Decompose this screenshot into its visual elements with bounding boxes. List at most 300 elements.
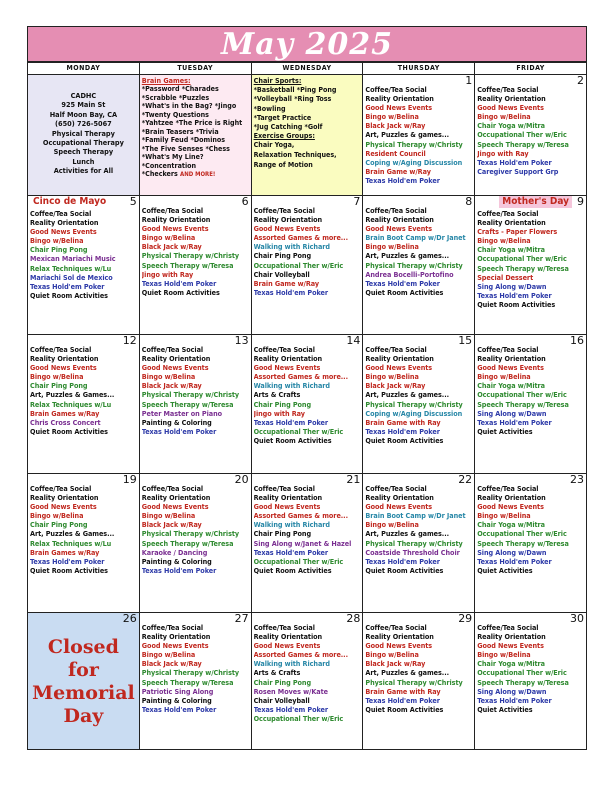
center-info-line: Speech Therapy (53, 147, 114, 157)
exercise-groups-heading: Exercise Groups: (253, 131, 315, 141)
day-number: 5 (129, 195, 137, 208)
weekday-header: MONDAY (28, 63, 140, 75)
calendar-day-cell (475, 75, 587, 196)
activity-item: Good News Events (253, 363, 321, 373)
calendar-day-cell (28, 196, 140, 335)
activity-item: Jingo with Ray (141, 269, 194, 279)
activity-item: Art, Puzzles & games... (365, 251, 450, 261)
holiday-label: Mother's Day (499, 196, 572, 208)
calendar-week-row (28, 474, 587, 613)
activity-item: Coastside Threshold Choir (365, 547, 460, 557)
activity-item: Quiet Room Activities (477, 299, 556, 309)
activity-item: Black Jack w/Ray (141, 659, 202, 669)
day-cell-content (363, 335, 474, 473)
day-number: 19 (122, 473, 137, 486)
activity-item: Painting & Coloring (141, 695, 212, 705)
activity-item: Mexican Mariachi Music (30, 254, 116, 264)
day-number: 8 (465, 195, 473, 208)
activity-item: Coffee/Tea Social (141, 484, 204, 493)
calendar-week-row (28, 613, 587, 750)
activity-item: Assorted Games & more... (253, 650, 349, 660)
activity-item: Black Jack w/Ray (141, 381, 202, 391)
activity-item: Quiet Room Activities (365, 565, 444, 575)
activity-item: Andrea Bocelli-Portofino (365, 269, 454, 279)
day-number: 30 (570, 612, 584, 625)
activity-item: Bingo w/Belina (365, 112, 419, 122)
activity-item: Reality Orientation (365, 215, 434, 225)
day-cell-content (28, 75, 139, 195)
activity-item: Texas Hold'em Poker (253, 417, 329, 427)
activity-item: Sing Along w/Dawn (477, 686, 547, 696)
activity-item: Reality Orientation (253, 493, 323, 503)
activity-item: Quiet Room Activities (30, 426, 108, 436)
activity-list (30, 209, 137, 300)
activity-item: Peter Master on Piano (141, 408, 223, 418)
activity-item: Chair Yoga w/Mitra (477, 245, 545, 255)
calendar-day-cell (28, 75, 140, 196)
activity-item: Reality Orientation (365, 493, 434, 503)
activity-item: Speech Therapy w/Teresa (477, 538, 569, 548)
activity-item: Coffee/Tea Social (141, 623, 204, 632)
brain-games-heading: Brain Games: (141, 76, 191, 85)
activity-item: Reality Orientation (365, 354, 434, 364)
activity-item: Good News Events (253, 502, 321, 512)
activity-list (477, 85, 584, 176)
activity-item: Reality Orientation (477, 218, 546, 228)
activity-item: Reality Orientation (30, 354, 99, 364)
activity-item: Reality Orientation (141, 632, 211, 642)
calendar-body (28, 75, 587, 750)
activity-item: Black Jack w/Ray (141, 242, 202, 252)
calendar-day-cell (475, 474, 587, 613)
day-cell-content (28, 196, 139, 334)
activity-item: Good News Events (365, 103, 433, 113)
activity-item: Texas Hold'em Poker (253, 287, 329, 297)
activity-item: Texas Hold'em Poker (477, 157, 552, 167)
activity-item: Chair Ping Pong (253, 251, 312, 261)
day-cell-content (475, 613, 586, 749)
calendar-day-cell (139, 196, 251, 335)
activity-item: Coffee/Tea Social (253, 206, 315, 215)
day-cell-content (252, 613, 363, 749)
activity-item: Bingo w/Belina (365, 372, 419, 382)
day-cell-content (475, 196, 586, 334)
activity-item: Texas Hold'em Poker (141, 426, 217, 436)
exercise-groups-line: Chair Yoga, (253, 140, 295, 150)
calendar-day-cell (251, 335, 363, 474)
activity-item: Good News Events (477, 641, 544, 651)
activity-list (254, 206, 361, 297)
activity-item: Chair Yoga w/Mitra (477, 659, 545, 669)
day-cell-content (363, 613, 474, 749)
activity-item: Texas Hold'em Poker (30, 281, 105, 291)
activity-item: Physical Therapy w/Christy (141, 529, 240, 539)
calendar-day-cell (363, 474, 475, 613)
activity-item: Texas Hold'em Poker (141, 565, 217, 575)
day-number: 20 (234, 473, 249, 486)
activity-item: Coping w/Aging Discussion (365, 408, 463, 418)
activity-list (365, 345, 472, 445)
day-number: 29 (458, 612, 473, 625)
activity-item: Coffee/Tea Social (365, 484, 427, 493)
activity-item: Good News Events (253, 224, 321, 234)
activity-item: Speech Therapy w/Teresa (141, 399, 234, 409)
activity-item: Quiet Room Activities (365, 435, 444, 445)
activity-item: Reality Orientation (141, 493, 211, 503)
activity-list (365, 85, 472, 185)
activity-item: Good News Events (477, 363, 544, 373)
day-cell-content (252, 335, 363, 473)
day-cell-content (28, 474, 139, 612)
day-number: 14 (346, 334, 361, 347)
activity-item: Crafts - Paper Flowers (477, 227, 558, 237)
activity-item: Coping w/Aging Discussion (365, 157, 463, 167)
activity-item: Bingo w/Belina (30, 236, 84, 246)
center-info-line: (650) 726-5067 (55, 119, 112, 129)
center-info-line: CADHC (70, 91, 97, 100)
day-cell-content (363, 474, 474, 612)
activity-item: Coffee/Tea Social (477, 484, 539, 493)
day-cell-content (28, 613, 139, 749)
activity-item: Brain Games w/Ray (30, 408, 100, 418)
activity-item: Reality Orientation (477, 493, 546, 503)
activity-item: Speech Therapy w/Teresa (141, 538, 234, 548)
activity-list (477, 345, 584, 436)
calendar-day-cell (475, 613, 587, 750)
day-number: 16 (570, 334, 584, 347)
activity-list (477, 623, 584, 714)
activity-item: Speech Therapy w/Teresa (141, 677, 234, 687)
activity-item: Arts & Crafts (253, 390, 301, 400)
activity-item: Good News Events (141, 224, 209, 234)
activity-item: Brain Game with Ray (365, 686, 441, 696)
activity-item: Chair Ping Pong (253, 529, 312, 539)
activity-list (30, 484, 137, 575)
activity-item: Bingo w/Belina (477, 112, 531, 122)
day-cell-content (28, 335, 139, 473)
day-number: 28 (346, 612, 361, 625)
activity-item: Physical Therapy w/Christy (365, 538, 463, 548)
activity-item: Speech Therapy w/Teresa (477, 399, 569, 409)
activity-item: Coffee/Tea Social (365, 623, 427, 632)
brain-games-line: *Yahtzee *The Price is Right (141, 118, 243, 127)
activity-item: Texas Hold'em Poker (477, 556, 552, 566)
activity-item: Good News Events (141, 502, 209, 512)
activity-item: Brain Game w/Ray (253, 278, 320, 288)
activity-item: Quiet Room Activities (253, 565, 332, 575)
activity-item: Good News Events (477, 103, 544, 113)
activity-item: Texas Hold'em Poker (477, 417, 552, 427)
day-number: 7 (353, 195, 361, 208)
chair-sports-line: *Basketball *Ping Pong (253, 85, 337, 94)
activity-item: Sing Along w/Dawn (477, 547, 547, 557)
activity-item: Texas Hold'em Poker (253, 704, 329, 714)
month-banner (27, 26, 587, 62)
center-info-line: Half Moon Bay, CA (49, 109, 118, 119)
activity-item: Quiet Room Activities (253, 435, 332, 445)
day-number: 2 (577, 74, 584, 87)
activity-item: Brain Boot Camp w/Dr Janet (365, 233, 466, 243)
calendar-day-cell (363, 196, 475, 335)
center-info-line: Activities for All (53, 166, 114, 176)
activity-item: Quiet Room Activities (365, 287, 444, 297)
day-number: 15 (458, 334, 473, 347)
weekday-header: WEDNESDAY (251, 63, 363, 75)
activity-item: Texas Hold'em Poker (477, 290, 552, 300)
activity-item: Texas Hold'em Poker (141, 704, 217, 714)
day-cell-content (252, 75, 363, 195)
activity-item: Occupational Ther w/Eric (253, 426, 344, 436)
activity-item: Bingo w/Belina (477, 650, 531, 660)
activity-item: Bingo w/Belina (141, 372, 196, 382)
center-info-line: Occupational Therapy (42, 138, 124, 148)
activity-item: Speech Therapy w/Teresa (477, 139, 569, 149)
activity-list (365, 484, 472, 575)
activity-item: Reality Orientation (365, 94, 434, 104)
activity-list (477, 484, 584, 575)
activity-item: Patriotic Sing Along (141, 686, 214, 696)
activity-item: Bingo w/Belina (365, 520, 419, 530)
closed-notice-line: Day (63, 705, 104, 727)
closed-notice-line: Memorial (32, 682, 135, 704)
activity-item: Art, Puzzles & games... (365, 390, 450, 400)
activity-item: Walking with Richard (253, 659, 330, 669)
activity-item: Resident Council (365, 148, 426, 158)
activity-item: Texas Hold'em Poker (365, 426, 440, 436)
activity-item: Good News Events (365, 224, 433, 234)
calendar-day-cell (28, 474, 140, 613)
calendar-grid (27, 62, 587, 750)
activity-item: Quiet Activities (477, 426, 533, 436)
activity-item: Bingo w/Belina (477, 236, 531, 246)
and-more-note: AND MORE! (180, 171, 216, 178)
day-number: 13 (234, 334, 249, 347)
brain-games-line: *The Five Senses *Chess (141, 143, 230, 153)
activity-item: Brain Boot Camp w/Dr Janet (365, 511, 466, 521)
activity-item: Reality Orientation (141, 354, 211, 364)
brain-games-item: *Checkers (141, 169, 181, 178)
activity-item: Walking with Richard (253, 381, 330, 391)
activity-item: Brain Games w/Ray (30, 547, 100, 557)
activity-list (142, 623, 249, 714)
activity-item: Coffee/Tea Social (253, 345, 315, 354)
calendar-day-cell (139, 335, 251, 474)
activity-item: Bingo w/Belina (141, 233, 196, 243)
center-info-line: 925 Main St (61, 100, 106, 110)
activity-item: Special Dessert (477, 272, 534, 282)
calendar-day-cell (251, 196, 363, 335)
calendar-day-cell (139, 75, 251, 196)
activity-item: Assorted Games & more... (253, 372, 349, 382)
activity-item: Physical Therapy w/Christy (141, 251, 240, 261)
activity-item: Good News Events (141, 641, 209, 651)
activity-item: Coffee/Tea Social (365, 345, 427, 354)
activity-item: Reality Orientation (30, 218, 99, 228)
activity-item: Painting & Coloring (141, 556, 212, 566)
activity-item: Arts & Crafts (253, 668, 301, 678)
activity-item: Physical Therapy w/Christy (365, 677, 463, 687)
activity-item: Art, Puzzles & games... (365, 668, 450, 678)
activity-item: Coffee/Tea Social (30, 345, 92, 354)
holiday-label: Cinco de Mayo (33, 196, 107, 207)
activity-list (142, 206, 249, 297)
weekday-header: THURSDAY (363, 63, 475, 75)
day-cell-content (140, 196, 251, 334)
activity-item: Physical Therapy w/Christy (365, 399, 463, 409)
activity-item: Bingo w/Belina (30, 511, 84, 521)
activity-list (254, 623, 361, 723)
activity-item: Chair Yoga w/Mitra (477, 121, 545, 131)
activity-item: Occupational Ther w/Eric (477, 254, 567, 264)
activity-item: Good News Events (365, 641, 433, 651)
day-cell-content (475, 335, 586, 473)
closed-notice-line: for (67, 659, 99, 681)
activity-item: Quiet Room Activities (141, 287, 220, 297)
activity-item: Chair Volleyball (253, 695, 310, 705)
calendar-day-cell (363, 75, 475, 196)
activity-item: Physical Therapy w/Christy (365, 139, 463, 149)
activity-item: Reality Orientation (477, 94, 546, 104)
exercise-groups-line: Relaxation Techniques, (253, 150, 337, 160)
activity-item: Bingo w/Belina (365, 242, 419, 252)
day-cell-content (252, 474, 363, 612)
chair-sports-line: *Target Practice (253, 112, 312, 122)
activity-list (365, 623, 472, 714)
activity-item: Art, Puzzles & Games... (30, 529, 115, 539)
activity-item: Chair Ping Pong (253, 399, 312, 409)
activity-item: Texas Hold'em Poker (365, 556, 440, 566)
activity-item: Occupational Ther w/Eric (253, 260, 344, 270)
activity-item: Reality Orientation (253, 354, 323, 364)
day-cell-content (363, 75, 474, 195)
activity-item: Sing Along w/Dawn (477, 408, 547, 418)
activity-item: Texas Hold'em Poker (365, 695, 440, 705)
activity-item: Coffee/Tea Social (30, 209, 92, 218)
activity-list (142, 484, 249, 575)
activity-item: Relax Techniques w/Lu (30, 538, 112, 548)
calendar-day-cell (28, 335, 140, 474)
brain-games-line: *Family Feud *Dominos (141, 135, 226, 144)
activity-item: Good News Events (30, 363, 97, 373)
activity-item: Chris Cross Concert (30, 417, 101, 427)
activity-item: Bingo w/Belina (141, 511, 196, 521)
activity-item: Caregiver Support Grp (477, 166, 559, 176)
activity-item: Coffee/Tea Social (30, 484, 92, 493)
activity-item: Quiet Activities (477, 704, 533, 714)
activity-item: Coffee/Tea Social (141, 206, 204, 215)
activity-list (142, 345, 249, 436)
activity-item: Chair Yoga w/Mitra (477, 520, 545, 530)
activity-item: Jingo with Ray (253, 408, 305, 418)
calendar-day-cell (139, 474, 251, 613)
day-number: 26 (122, 612, 137, 625)
activity-item: Occupational Ther w/Eric (477, 130, 567, 140)
activity-item: Good News Events (30, 227, 97, 237)
calendar-week-row (28, 196, 587, 335)
activity-item: Good News Events (141, 363, 209, 373)
calendar-day-cell (475, 196, 587, 335)
month-title: May 2025 (220, 27, 394, 62)
day-number: 12 (122, 334, 137, 347)
closed-notice (30, 614, 137, 728)
activity-item: Black Jack w/Ray (365, 381, 426, 391)
chair-sports-line: *Bowling (253, 103, 286, 113)
chair-sports-line: *Jug Catching *Golf (253, 122, 323, 132)
day-number: 9 (577, 195, 584, 208)
weekday-header: TUESDAY (139, 63, 251, 75)
activity-item: Sing Along w/Janet & Hazel (253, 538, 352, 548)
activity-item: Assorted Games & more... (253, 511, 349, 521)
activity-item: Occupational Ther w/Eric (253, 713, 344, 723)
activity-item: Texas Hold'em Poker (477, 695, 552, 705)
activity-item: Coffee/Tea Social (365, 206, 427, 215)
activity-item: Bingo w/Belina (365, 650, 419, 660)
activity-item: Speech Therapy w/Teresa (141, 260, 234, 270)
activity-list (30, 345, 137, 436)
activity-item: Assorted Games & more... (253, 233, 349, 243)
activity-item: Jingo with Ray (477, 148, 529, 158)
activity-item: Quiet Room Activities (365, 704, 444, 714)
activity-item: Black Jack w/Ray (141, 520, 202, 530)
day-cell-content (363, 196, 474, 334)
day-cell-content (140, 335, 251, 473)
activity-item: Black Jack w/Ray (365, 121, 426, 131)
center-info-line: Lunch (72, 156, 95, 166)
brain-games-line: *Password *Charades (141, 84, 219, 93)
day-number: 21 (346, 473, 361, 486)
day-cell-content (140, 75, 251, 195)
activity-list (254, 345, 361, 445)
activity-item: Chair Volleyball (253, 269, 310, 279)
activity-item: Brain Game w/Ray (365, 166, 431, 176)
activity-item: Chair Ping Pong (30, 245, 88, 255)
activity-item: Art, Puzzles & games... (365, 529, 450, 539)
activity-item: Physical Therapy w/Christy (365, 260, 463, 270)
weekday-header: FRIDAY (475, 63, 587, 75)
activity-item: Occupational Ther w/Eric (477, 668, 567, 678)
calendar-day-cell (251, 474, 363, 613)
activity-item: Walking with Richard (253, 520, 330, 530)
activity-item: Quiet Room Activities (30, 565, 108, 575)
activity-item: Reality Orientation (253, 632, 323, 642)
activity-item: Reality Orientation (477, 354, 546, 364)
activity-item: Painting & Coloring (141, 417, 212, 427)
brain-games-line: *What's in the Bag? *Jingo (141, 101, 237, 110)
activity-item: Coffee/Tea Social (477, 209, 539, 218)
day-cell-content (140, 613, 251, 749)
activity-item: Art, Puzzles & games... (365, 130, 450, 140)
brain-games-line: *Twenty Questions (141, 109, 209, 119)
activity-item: Relax Techniques w/Lu (30, 263, 112, 273)
activity-item: Sing Along w/Dawn (477, 281, 547, 291)
activity-item: Good News Events (477, 502, 544, 512)
calendar-week-row (28, 335, 587, 474)
activity-item: Good News Events (365, 363, 433, 373)
calendar-day-cell (363, 613, 475, 750)
activity-item: Reality Orientation (253, 215, 323, 225)
activity-item: Bingo w/Belina (30, 372, 84, 382)
activity-item: Good News Events (365, 502, 433, 512)
weekday-header-row (28, 63, 587, 75)
activity-item: Chair Ping Pong (30, 381, 88, 391)
activity-item: Bingo w/Belina (477, 372, 531, 382)
day-cell-content (252, 196, 363, 334)
activity-item: Quiet Room Activities (30, 290, 108, 300)
brain-games-line: *What's My Line? (141, 152, 204, 161)
activity-item: Rosen Moves w/Kate (253, 686, 328, 696)
activity-item: Coffee/Tea Social (253, 484, 315, 493)
activity-item: Bingo w/Belina (141, 650, 196, 660)
